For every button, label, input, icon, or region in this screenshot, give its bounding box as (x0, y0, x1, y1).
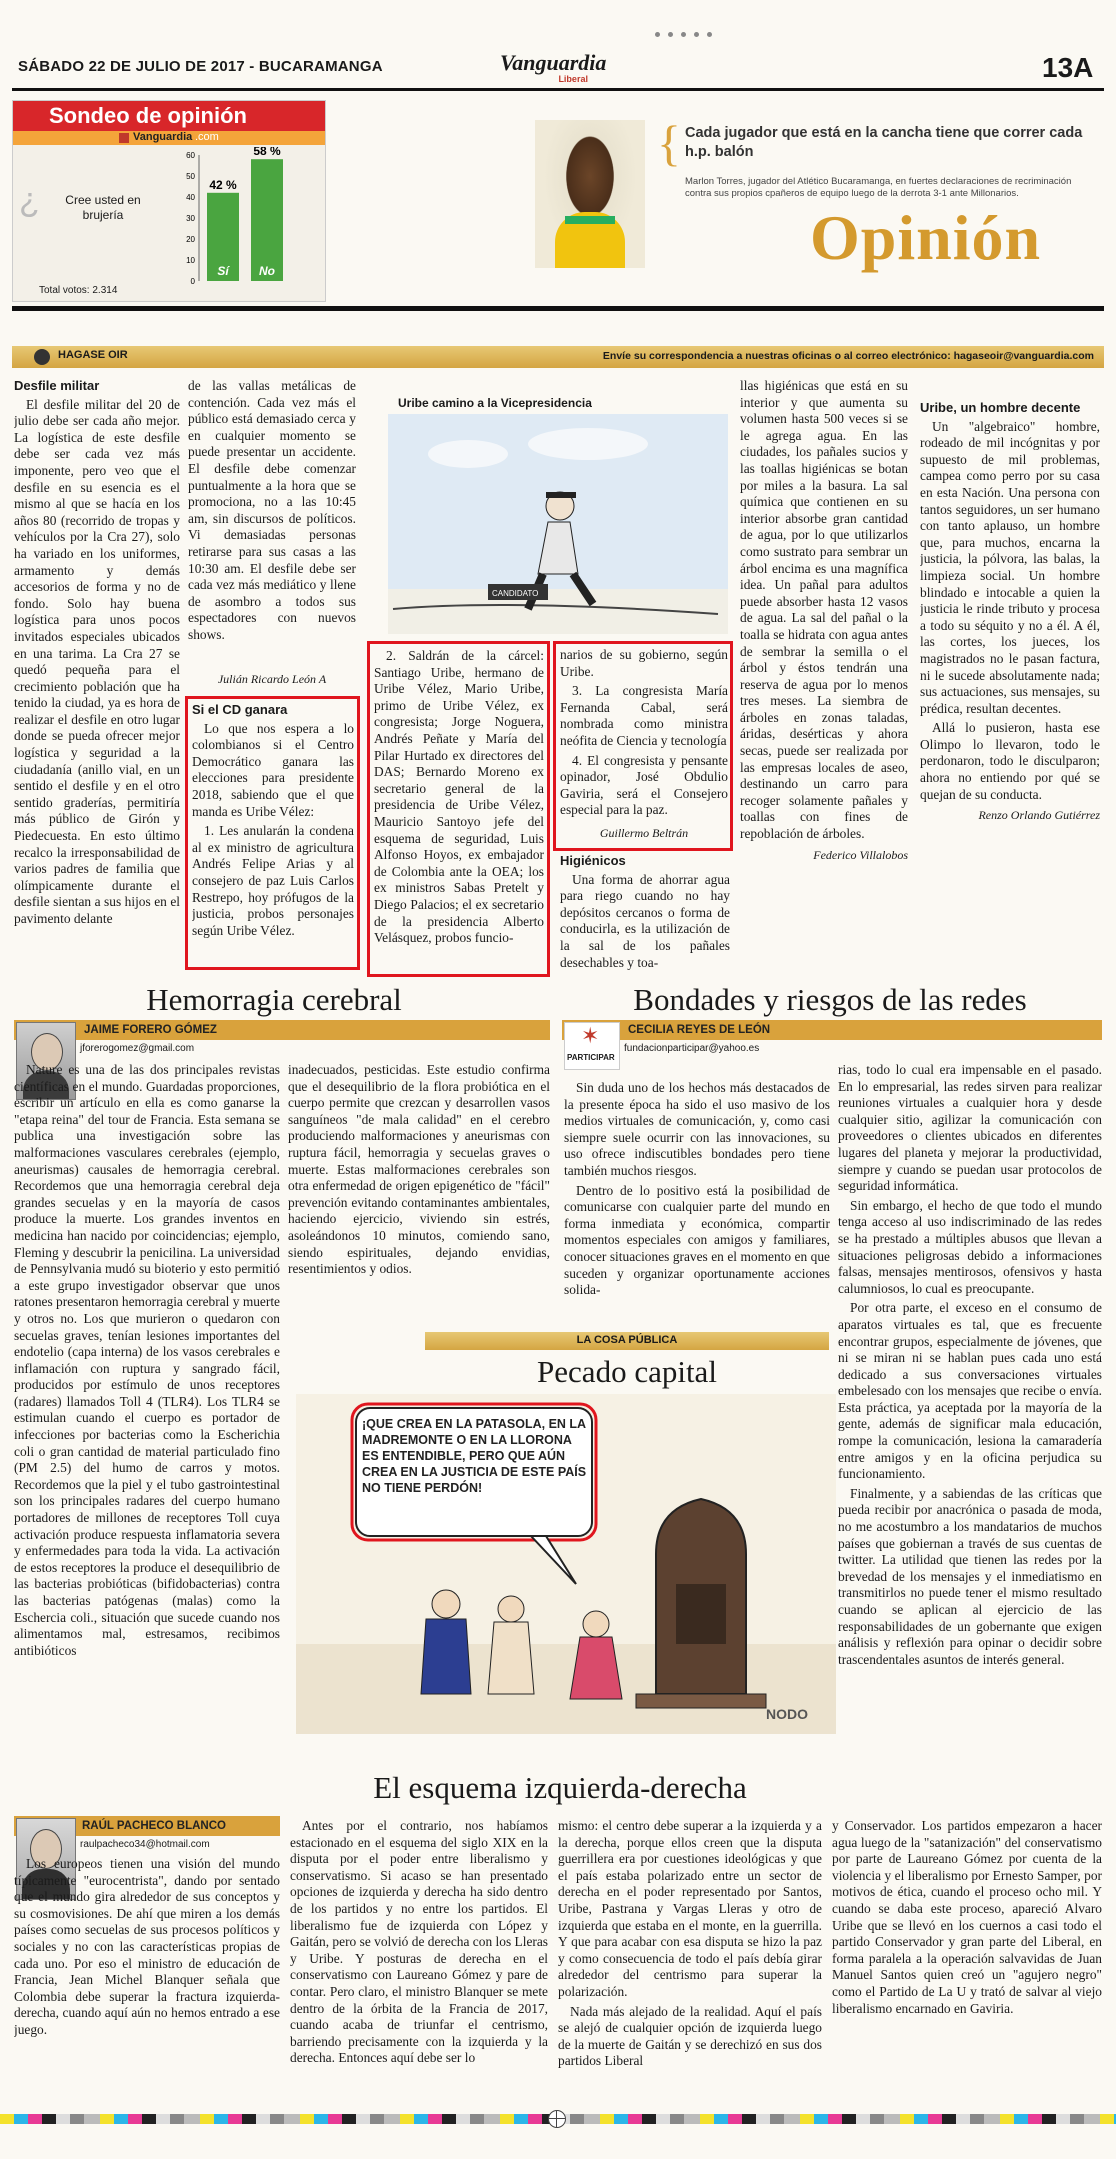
hemorragia-body-cont: inadecuados, pesticidas. Este estudio confirma que el desequilibrio de la flora probiótica en el cuerpo permite que crezcan y desarrollen vasos sanguíneos "de mala calidad" en el cerebro produciendo malformaciones y aneurismas con ruptura fácil, hemorragia y secuelas graves o muerte. Estas malformaciones cerebrales son otra enfermedad de origen epigenético de "fácil" prevención evitando contaminantes ambientales, haciendo ejercicio, viviendo sin estrés, asoleándonos 10 minutos, comiendo sano, siendo espirituales, dejando envidias, resentimientos y odios. (288, 1062, 550, 1277)
letter-cd-intro: Lo que nos espera a lo colombianos si el Centro Democrático ganara las elecciones para presidente 2018, sabiendo que el que manda es Uribe Vélez: (192, 720, 354, 819)
section-rule (12, 306, 1104, 311)
hagase-oir-bar (12, 346, 1104, 368)
participar-logo-text: PARTICIPAR (567, 1053, 615, 1062)
quote-attribution: Marlon Torres, jugador del Atlético Bucaramanga, en fuertes declaraciones de recriminación contra sus propios cpañeros de equipo luego de la derrota 3-1 ante Millonarios. (685, 176, 1072, 199)
letter-cd-item2: 2. Saldrán de la cárcel: Santiago Uribe, hermano de Uribe Vélez, Mario Uribe, primo de Uribe Vélez, ex congresista; Jorge Noguera, Andrés Peñate y María del Pilar Hurtado ex directores del DAS; Bernardo Moreno ex secretario general de la presidencia de Uribe Vélez, Mauricio Santoyo jefe del esquema de seguridad, Luis Alfonso Hoyos, ex embajador de Colombia ante la OEA; los ex ministros Sabas Pretelt y Diego Palacios; el ex secretario de la presidencia Alberto Velásquez, probos funcio- (374, 648, 544, 946)
bondades-body-4: Sin embargo, el hecho de que todo el mundo tenga acceso al uso indiscriminado de las redes se ha prestado a múltiples abusos que llevan a situaciones peligrosas debido a informaciones falsas, mensajes mentirosos, ofensivos y hasta calumniosos, lo cual es preocupante. (838, 1197, 1102, 1296)
letter-higienicos-title: Higiénicos (560, 853, 626, 868)
esquema-body-4: Nada más alejado de la realidad. Aquí el país se alejó de cualquier opción de izquierda luego de la muerte de Gaitán y se derechizó en sus dos partidos Liberal (558, 2003, 822, 2069)
letter-desfile-col2 (188, 378, 356, 686)
hemorragia-body: Nature es una de las dos principales revistas científicas en el mundo. Guardadas proporciones, escribir un artículo en ella es como ganarse la "etapa reina" del tour de Francia. Esta semana se publica una investigación sobre las malformaciones vasculares cerebrales (ejemplo, aneurismas) causales de hemorragia cerebral. Recordemos que una hemorragia cerebral deja grandes secuelas y en la mayoría de casos produce la muerte. Los grandes inventos en medicina han nacido por coincidencias; ejemplo, Fleming y descubrir la penicilina. La universidad de Pennsylvania mudó su bioterio y esto permitió a este grupo investigador observar que unos ratones presentaron hemorragia cerebral y muerte y otros no. Los que murieron o quedaron con secuelas graves, tenían lesiones importantes del endotelio (capa interna) de los vasos cerebrales e inflamación con ruptura y sangrado fácil, producidos por estímulo de unos receptores (radares) llamados Toll 4 (TLR4). Los TLR4 se estimulan cuando el cuerpo es portador de infecciones por bacterias como la Escherichia coli o gran cantidad de material particulado fino (PM 2.5) del humo de carros y motos. Recordemos que la piel y el tubo gastrointestinal son los principales radares del cuerpo humano portadores de millones de receptores Toll cuya activación produce respuesta inflamatoria severa y enfermedades para toda la vida. La activación de estos receptores la produce el desequilibrio de las bacterias probióticas (bifidobacterias) contra las bacterias patógenas (malas) como la Eschercia coli., situación que sucede cuando nos alimentamos mal, estresamos, recibimos antibióticos (14, 1062, 280, 1658)
poll-total-votes: Total votos: 2.314 (39, 285, 118, 296)
letter-cd-item1: 1. Les anularán la condena al ex ministro de agricultura Andrés Felipe Arias y al consejero de paz Luis Carlos Restrepo, hoy prófugos de la justicia, probos personajes según Uribe Vélez. (192, 823, 354, 938)
pecado-kicker: LA COSA PÚBLICA (576, 1334, 678, 1346)
letter-cd-col2 (374, 648, 544, 973)
bondades-email: fundacionparticipar@yahoo.es (624, 1043, 760, 1054)
cartoon-uribe (388, 396, 728, 636)
letter-cd-item4: 4. El congresista y pensante opinador, José Obdulio Gaviria, será el Consejero especial para la paz. (560, 752, 728, 818)
hemorragia-author-bar (14, 1020, 550, 1040)
letter-cd-signature: Guillermo Beltrán (599, 825, 689, 840)
bondades-body-3: rias, todo lo cual era impensable en el pasado. En lo empresarial, las redes sirven para realizar reuniones virtuales a cualquier hora y desde cualquier sitio, agilizar la comunicación con proveedores o clientes ubicados en diferentes lugares del planeta y mejorar la productividad, siempre y cuando se puedan usar protocolos de seguridad informática. (838, 1062, 1102, 1194)
poll-title-bar (13, 101, 325, 131)
pecado-speech: ¡QUE CREA EN LA PATASOLA, EN LA MADREMONTE O EN LA LLORONA ES ENTENDIBLE, PERO QUE AÚN CREA EN LA JUSTICIA DE ESTE PAÍS NO TIENE PERDÓN! (362, 1417, 587, 1495)
letter-desfile-col1 (14, 378, 180, 973)
letter-higienicos-signature: Federico Villalobos (813, 847, 908, 862)
poll-y-tick-label: 10 (186, 256, 195, 265)
header-date-line: SÁBADO 22 DE JULIO DE 2017 - BUCARAMANGA (18, 58, 383, 75)
letter-uribe-title: Uribe, un hombre decente (920, 400, 1081, 415)
letter-desfile-signature: Julián Ricardo León A (217, 672, 327, 686)
esquema-col3 (558, 1818, 822, 2108)
poll-bar-value-label: 42 % (209, 177, 237, 192)
paper-logo (500, 52, 606, 84)
hemorragia-col2 (288, 1062, 550, 1310)
poll-category-label: Sí (217, 264, 229, 278)
esquema-author: RAÚL PACHECO BLANCO (82, 1820, 226, 1832)
esquema-title: El esquema izquierda-derecha (373, 1770, 747, 1805)
letter-cd-title: Si el CD ganara (192, 702, 288, 717)
letter-uribe-col (920, 400, 1100, 920)
esquema-body-5: y Conservador. Los partidos empezaron a hacer agua luego de la "satanización" del conservatismo por parte de Laureano Gómez por cuenta de la violencia y el liberalismo por Ernesto Samper, por motivos de ética, cuando el proceso ocho mil. Y cuando se daba este proceso, apareció Alvaro Uribe que se llevó en los cuernos a casi todo el partido Conservador y gran parte del Liberal, en forma paralela a la operación salvavidas de Juan Manuel Santos quien creó un "agujero negro" como el Partido de La U y trató de salvar al viejo liberalismo encarnado en Gaviria. (832, 1818, 1102, 2016)
poll-y-tick-label: 40 (186, 193, 195, 202)
letter-higienicos-col2 (740, 378, 908, 968)
quote-photo (535, 120, 645, 268)
pecado-kicker-bar (425, 1332, 829, 1350)
letter-cd-item3: 3. La congresista María Fernanda Cabal, será nombrada como ministra neófita de Ciencia y tecnología (560, 683, 728, 748)
cartoon-uribe-label: CANDIDATO (492, 589, 539, 598)
poll-y-tick-label: 30 (186, 214, 195, 223)
poll-question: Cree usted en brujería (65, 193, 141, 222)
bondades-col2 (838, 1062, 1102, 1762)
poll-y-tick-label: 50 (186, 172, 195, 181)
esquema-body-2: Antes por el contrario, nos habíamos estacionado en el esquema del siglo XIX en la disputa por el poder entre liberalismo y conservatismo. Si acaso se han presentado opciones de izquierda y derecha ha sido dentro de los partidos y no entre los partidos. El liberalismo fue de izquierda con López y Gaitán, pero se volvió de derecha con los Lleras y Uribe. Y posturas de derecha en el conservatismo con Laureano Gómez y pare de contar. Pero claro, el ministro Blanquer se mete dentro de la órbita de la Francia de 2017, cuando acaba de triunfar el centrismo, barriendo precisamente con la izquierda y la derecha. Entonces aquí debe ser lo (290, 1818, 548, 2066)
cartoon-uribe-drawing (388, 414, 728, 634)
poll-chart (173, 147, 313, 297)
bondades-author-bar (562, 1020, 1102, 1040)
page-number: 13A (1042, 52, 1094, 83)
hemorragia-email: jforerogomez@gmail.com (80, 1043, 195, 1054)
section-title: Opinión (810, 202, 1042, 273)
letter-cd-item2b: narios de su gobierno, según Uribe. (560, 647, 728, 679)
poll-source: Vanguardia (133, 131, 193, 143)
esquema-col1 (14, 1856, 280, 2106)
paper-sub: Liberal (558, 74, 588, 84)
poll-y-tick-label: 0 (190, 277, 195, 286)
letter-cd-col3 (560, 647, 728, 847)
bondades-body-2: Dentro de lo positivo está la posibilidad de comunicarse con cualquier parte del mundo en forma inmediata y económica, compartir momentos especiales con amigos y familiares, conocer situaciones graves en el momento en que suceden y organizar oportunamente acciones solida- (564, 1182, 830, 1298)
bondades-author: CECILIA REYES DE LEÓN (628, 1024, 771, 1036)
poll-source-bar (13, 131, 325, 145)
pecado-cartoon (296, 1394, 836, 1734)
hagase-oir-label: HAGASE OIR (58, 349, 128, 361)
esquema-col2 (290, 1818, 548, 2108)
poll-question-mark-icon: ¿ (19, 181, 40, 219)
star-icon: ✶ (581, 1023, 600, 1048)
letter-desfile-body-cont: de las vallas metálicas de contención. Cada vez más el público está demasiado cerca y en cualquier momento se puede presentar un accidente. El desfile debe comenzar puntualmente a la hora que se promociona, no a las 10:45 am, sin discursos de políticos. Vi demasiadas personas retirarse para sus casas a las 10:30 am. El desfile debe ser cada vez más mediático y llene de asombro a todos sus espectadores con nuevos shows. (188, 378, 356, 642)
hemorragia-col1 (14, 1062, 280, 1756)
letter-higienicos-body-cont: llas higiénicas que está en su interior y que aumenta su volumen hasta 500 veces si se le agrega agua. En las ciudades, los pañales sucios y las toallas higiénicas se botan por miles a la basura. La sal química que contienen en su interior absorbe gran cantidad de agua, por lo que utilizarlos como sustrato para sembrar un árbol encima es una magnífica idea. Un pañal para adultos puede absorber hasta 12 vasos de agua. La sal del pañal o la toalla se hidrata con agua antes de sembrar la semilla o el árbol y éstos tendrán una reserva de agua por lo menos tres meses. La siembra de árboles en zonas taladas, áridas, desérticas y ahora secas, puede ser realizada por las empresas locales de aseo, destinando un carro para recoger solamente pañales y toallas con fines de repoblación de árboles. (740, 378, 908, 842)
bondades-col1 (564, 1080, 830, 1316)
bondades-title: Bondades y riesgos de las redes (633, 982, 1027, 1017)
hemorragia-title: Hemorragia cerebral (146, 982, 402, 1017)
pecado-artist: NODO (766, 1706, 808, 1722)
letter-uribe-signature: Renzo Orlando Gutiérrez (978, 808, 1100, 823)
esquema-col4 (832, 1818, 1102, 2108)
registration-dots-top (655, 32, 735, 40)
esquema-body-1: Los europeos tienen una visión del mundo típicamente "eurocentrista", dando por sentado que el mundo gira alrededor de sus conceptos y su cosmovisiones. De ahí que miren a los demás países como secuelas de sus procesos políticos y sociales y no con las características propias de cada uno. Por eso el ministro de educación de Francia, Jean Michel Blanquer señala que Colombia debe superar la fractura izquierda- derecha, cuando aquí aún no hemos entrado a ese juego. (14, 1856, 280, 2037)
bondades-body-6: Finalmente, y a sabiendas de las críticas que pueda recibir por anacrónica o pasada de moda, no me acostumbro a los mandatarios de muchos países que gobiernan a través de sus cuentas de twitter. La utilidad que tienen las redes por la brevedad de los mensajes y el inmediatismo en transmitirlos no puede tener el mismo resultado cuando se aplican al ejercicio de las responsabilidades de un gobernante que exigen análisis y reflexión para opinar o decidir sobre trascendentales asuntos de interés general. (838, 1485, 1102, 1667)
poll-bar (251, 159, 283, 281)
letter-cd-col1 (192, 702, 354, 966)
cartoon-uribe-caption: Uribe camino a la Vicepresidencia (398, 396, 592, 410)
bondades-body-5: Por otra parte, el exceso en el consumo de aparatos virtuales es tal, que es frecuente encontrar grupos, especialmente de jóvenes, que ni se miran ni se hablan pues cada uno está dedicado a sus conversaciones virtuales embelesado con los mensajes que recibe o envía. Esta práctica, ya aceptada por la mayoría de la gente, además de significar mala educación, rompe la comunicación, lesiona la camaradería entre amigos y en la oficina perjudica su funcionamiento. (838, 1300, 1102, 1482)
header-rule (12, 88, 1104, 91)
letter-higienicos-col1 (560, 853, 730, 975)
hagase-oir-contact: Envíe su correspondencia a nuestras oficinas o al correo electrónico: hagaseoir@vanguardia.com (602, 350, 1094, 362)
esquema-body-3: mismo: el centro debe superar a la izquierda y a la derecha, porque ellos creen que la disputa guerrillera era por cuestiones ideológicas y que el país estaba polarizado entre un sector de derecha en el poder representado por Santos, Uribe, Pastrana y Vargas Lleras y otro de izquierda que estaba en el monte, en la guerrilla. Y que para acabar con esa disputa se hizo la paz y como consecuencia de todo el país debía girar alrededor del centrismo para superar la polarización. (558, 1818, 822, 1999)
poll-title: Sondeo de opinión (49, 103, 247, 128)
bondades-body-1: Sin duda uno de los hechos más destacados de la presente época ha sido el uso masivo de los medios virtuales de comunicación, y, como casi siempre suele ocurrir con las innovaciones, su uso ofrece indiscutibles bondades pero tiene también muchos riesgos. (564, 1080, 830, 1178)
pecado-title: Pecado capital (537, 1354, 717, 1389)
poll-bar-value-label: 58 % (253, 147, 281, 159)
ear-icon (34, 349, 50, 365)
letter-desfile-title: Desfile militar (14, 378, 100, 393)
letter-uribe-body-2: Allá lo pusieron, hasta ese Olimpo lo llevaron, todo le perdonaron, todo le disculparon; ahora no entiendo por qué se quejan de su conducta. (920, 720, 1100, 802)
poll-box (12, 100, 326, 302)
paper-name: Vanguardia (500, 50, 607, 75)
poll-y-tick-label: 20 (186, 235, 195, 244)
esquema-email: raulpacheco34@hotmail.com (80, 1839, 210, 1850)
letter-uribe-body: Un "algebraico" hombre, rodeado de mil incógnitas y por supuesto de mil problemas, campea como perro por su casa en esta Nación. Una persona con tantos seguidores, un ser humano con tanto aplauso, un hombre que, para muchos, encarna la justicia, la pólvora, las balas, la limpieza social. Un hombre blindado e intocable a quien la justicia le rinde tributo y procesa a todo su séquito y no a él. A él, las cortes, los jueces, los magistrados no le pasan factura, ni le sucede absolutamente nada; sus actuaciones, sus mensajes, su prédica, resultan decentes. (920, 418, 1100, 716)
poll-category-label: No (259, 264, 275, 278)
quote-text: Cada jugador que está en la cancha tiene que correr cada h.p. balón (685, 125, 1083, 160)
poll-y-tick-label: 60 (186, 151, 195, 160)
registration-target-icon (548, 2110, 566, 2128)
hemorragia-author: JAIME FORERO GÓMEZ (84, 1024, 217, 1036)
letter-desfile-body: El desfile militar del 20 de julio debe ser cada año mejor. La logística de este desfile debe ser cada vez más imponente, pero veo que el desfile en su esencia es el mismo al que se hacía en los años 80 (recorrido de tropas y vehículos por la Cra 27), solo ha variado en los uniformes, armamento y demás accesorios de forma y no de fondo. Solo hay buena logística para unos pocos invitados especiales ubicados en una tarima. La Cra 27 se quedó pequeña para el crecimiento población que ha tenido la ciudad, ya es hora de realizar el desfile en otro lugar donde se pueda ofrecer mejor logística y seguridad a la ciudadanía (anillo vial, en un sentido el desfile y en el otro sentido graderías, permitiría más público de Girón y Piedecuesta. En esto último recalco la irresponsabilidad de varios padres de familia que olímpicamente durante el desfile sientan a sus hijos en el pavimento delante (14, 396, 180, 926)
poll-source-icon (119, 133, 129, 143)
letter-higienicos-body: Una forma de ahorrar agua para riego cuando no hay depósitos cercanos o forma de conducirla, es la utilización de la sal de los pañales desechables y toa- (560, 871, 730, 970)
poll-source-suffix: .com (195, 131, 219, 143)
quote-bracket-icon: { (657, 115, 681, 171)
participar-logo (564, 1022, 620, 1070)
